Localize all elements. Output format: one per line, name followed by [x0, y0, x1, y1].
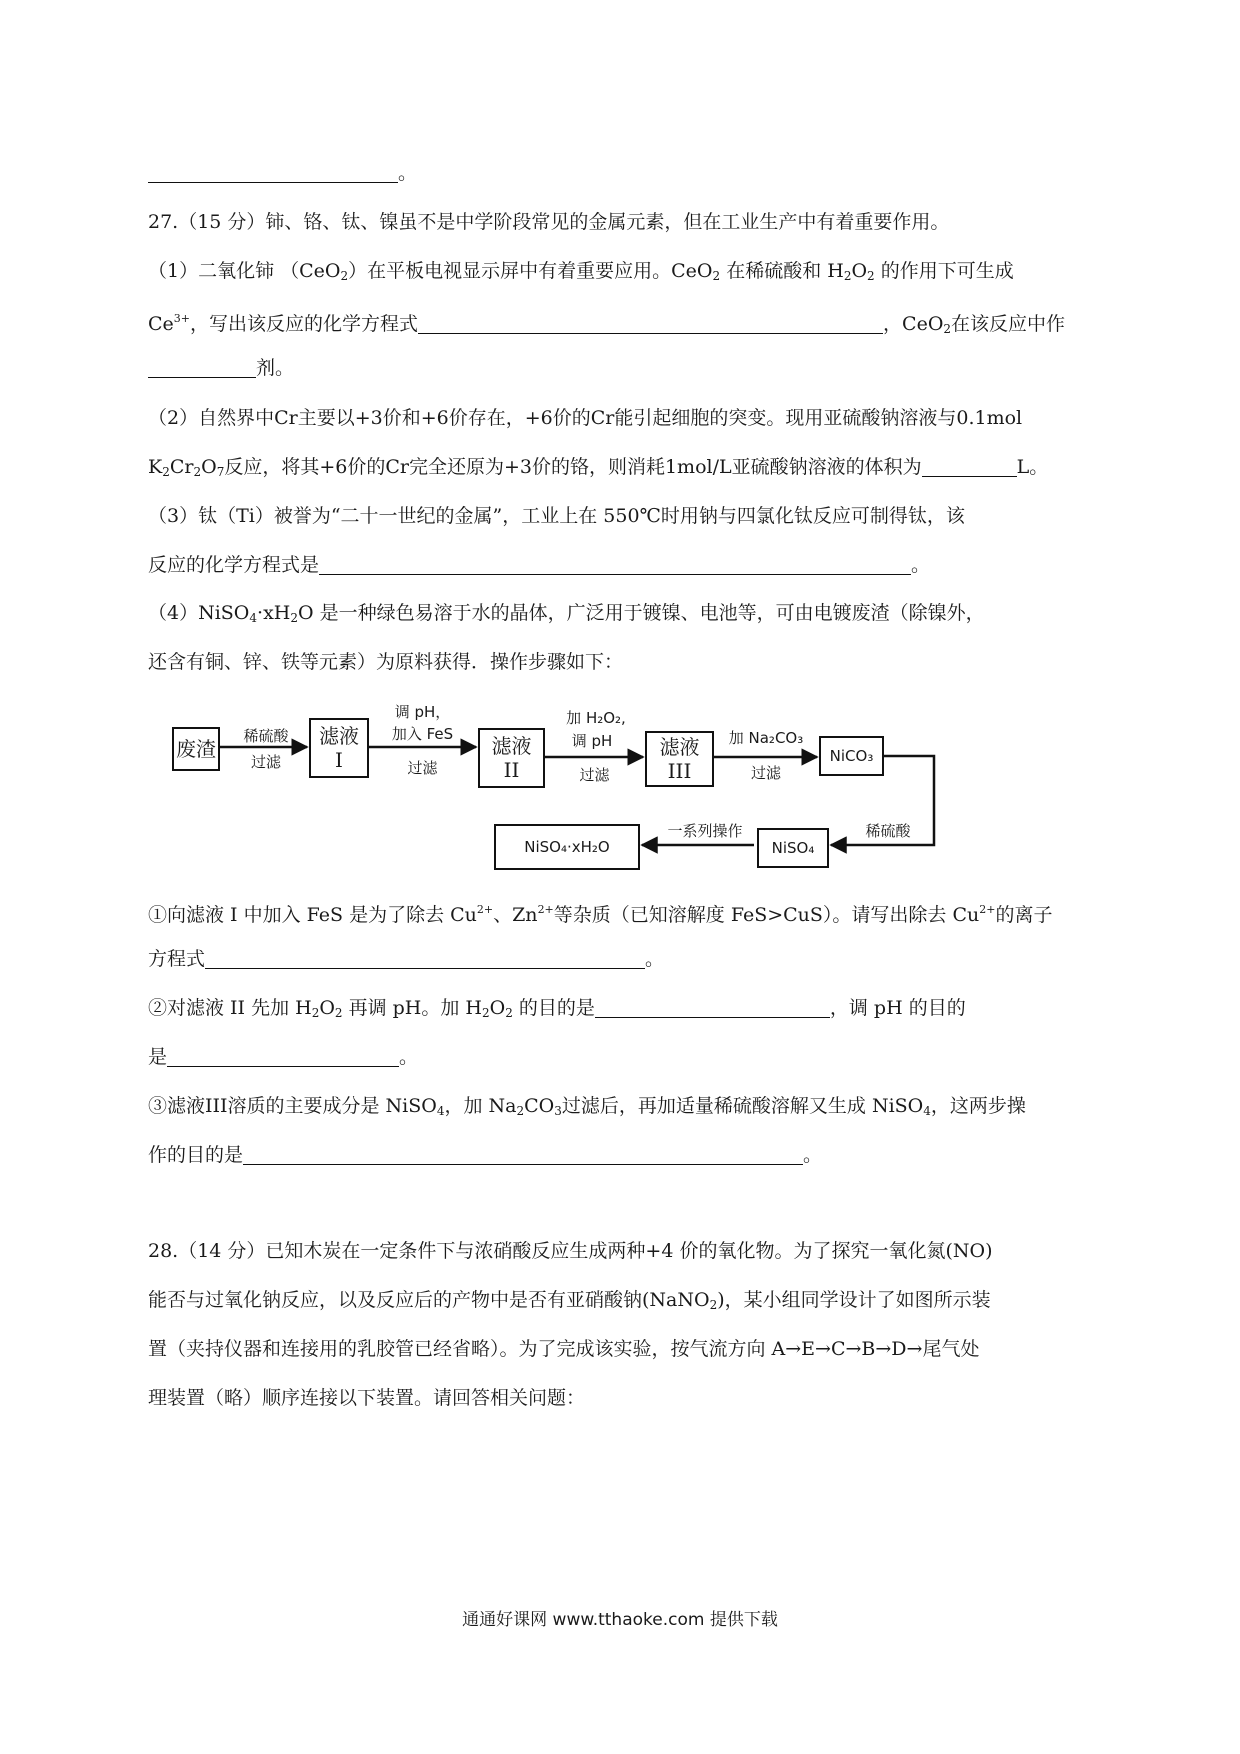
label-add-h2o2: 加 H₂O₂, [566, 709, 626, 727]
agent-type-blank[interactable] [148, 357, 256, 378]
q27-sub2-line1: ②对滤液 II 先加 $H_2O_2$ 再调 pH。加 $H_2O_2$ 的目的是 ，调 pH 的目的 [148, 997, 966, 1020]
label-add-na2co3: 加 Na₂CO₃ [728, 729, 804, 747]
page-footer: 通通好课网 www.tthaoke.com 提供下载 [462, 1610, 778, 1630]
q27-sub1-line2: 方程式 。 [148, 948, 665, 970]
box-filtrate-3: 滤液 III [645, 731, 714, 787]
label-filter-1: 过滤 [250, 753, 281, 771]
q27-part3-line1: （3）钛（Ti）被誉为“二十一世纪的金属”，工业上在 550℃时用钠与四氯化钛反应可制得钛，该 [148, 505, 965, 527]
label-add-fes: 加入 FeS [391, 725, 454, 743]
question-28-line3: 置（夹持仪器和连接用的乳胶管已经省略）。为了完成该实验，按气流方向 A→E→C→B→D→尾气处 [148, 1338, 980, 1360]
label-dilute-sulfuric-acid-2: 稀硫酸 [865, 822, 911, 840]
box-filtrate-1: 滤液 I [309, 718, 369, 778]
question-28-line2: 能否与过氧化钠反应，以及反应后的产物中是否有亚硝酸钠(NaNO$_2$)，某小组同学设计了如图所示装 [148, 1289, 991, 1312]
label-adjust-ph-2: 调 pH [571, 732, 613, 750]
volume-blank[interactable] [922, 456, 1017, 477]
answer-blank[interactable] [148, 162, 398, 183]
q27-part4-line2: 还含有铜、锌、铁等元素）为原料获得．操作步骤如下： [148, 651, 624, 673]
ph-purpose-blank[interactable] [167, 1046, 399, 1067]
label-filter-2: 过滤 [407, 759, 438, 777]
equation-blank[interactable] [418, 313, 883, 334]
q27-part1-line3: 剂。 [148, 355, 294, 381]
q27-part3-line2: 反应的化学方程式是 。 [148, 554, 931, 576]
question-27-title: 27.（15 分）铈、铬、钛、镍虽不是中学阶段常见的金属元素，但在工业生产中有着重要作用。 [148, 211, 950, 233]
label-filter-4: 过滤 [750, 764, 781, 782]
q27-part1-line1: （1）二氧化铈 （CeO$_2$）在平板电视显示屏中有着重要应用。CeO$_2$ 在稀硫酸和 $H_2O_2$ 的作用下可生成 [148, 260, 1014, 283]
q27-part4-line1: $(4)NiSO_4\cdot xH_2O$ 是一种绿色易溶于水的晶体，广泛用于镀镍、电池等，可由电镀废渣（除镍外， [148, 602, 985, 625]
two-step-purpose-blank[interactable] [243, 1144, 803, 1165]
q27-part2-line1: （2）自然界中Cr主要以+3价和+6价存在，+6价的Cr能引起细胞的突变。现用亚硫酸钠溶液与0.1mol [148, 407, 1023, 429]
q27-sub3-line1: ③滤液III溶质的主要成分是 NiSO$_4$，加 $Na_2CO_3$过滤后，再加适量稀硫酸溶解又生成 NiSO$_4$，这两步操 [148, 1095, 1026, 1118]
q27-part2-line2: $K_2Cr_2O_7$反应，将其+6价的Cr完全还原为+3价的铬，则消耗1mol/L亚硫酸钠溶液的体积为 L。 [148, 456, 1049, 479]
q27-sub3-line2: 作的目的是 。 [148, 1144, 823, 1166]
label-dilute-sulfuric-acid: 稀硫酸 [243, 727, 289, 745]
label-series-operations: 一系列操作 [667, 822, 743, 840]
ionic-equation-blank[interactable] [205, 948, 645, 969]
arrow-5 [831, 756, 934, 845]
box-product: NiSO₄·xH₂O [494, 824, 640, 870]
box-filtrate-2: 滤液 II [478, 728, 545, 788]
q27-sub2-line2: 是 。 [148, 1046, 419, 1068]
h2o2-purpose-blank[interactable] [595, 997, 830, 1018]
label-filter-3: 过滤 [579, 766, 610, 784]
box-nico3: NiCO₃ [819, 736, 884, 776]
titanium-equation-blank[interactable] [319, 554, 911, 575]
answer-line-top: 。 [148, 160, 417, 186]
question-28-line1: 28.（14 分）已知木炭在一定条件下与浓硝酸反应生成两种+4 价的氧化物。为了探究一氧化氮(NO) [148, 1240, 993, 1262]
box-waste-residue: 废渣 [172, 727, 220, 771]
q27-sub1-line1: ①向滤液 I 中加入 FeS 是为了除去 $Cu^{2+}$、$Zn^{2+}$等杂质（已知溶解度 FeS>CuS）。请写出除去 $Cu^{2+}$的离子 [148, 903, 1053, 926]
label-adjust-ph: 调 pH， [394, 703, 451, 721]
q27-part1-line2: $Ce^{3+}$，写出该反应的化学方程式 ，CeO$_2$在该反应中作 [148, 312, 1066, 336]
question-28-line4: 理装置（略）顺序连接以下装置。请回答相关问题： [148, 1387, 586, 1409]
box-niso4: NiSO₄ [757, 828, 829, 868]
